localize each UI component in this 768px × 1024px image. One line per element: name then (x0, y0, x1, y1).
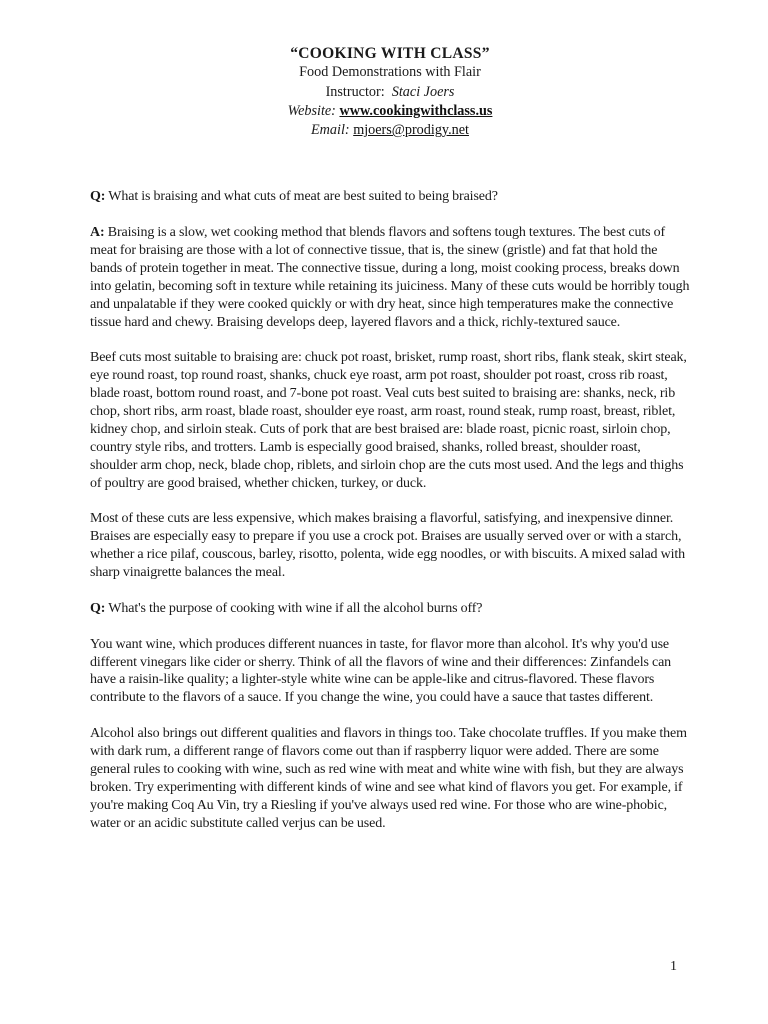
question-1-label: Q: (90, 189, 106, 205)
paragraph-wine: You want wine, which produces different nuances in taste, for flavor more than alcohol. It's why you'd use different vinegars like cider or sherry. Think of all the flavors of wine and their differences: Zinfandels can have a raisin-like quality; a lighter-style white wine can be apple-like and citrus-flavored. These flavors contribute to the flavors of a sauce. If you change the wine, you could have a sauce that tastes different. (90, 636, 672, 706)
question-1 (90, 188, 690, 206)
page-number: 1 (670, 959, 677, 974)
email-line (90, 121, 690, 140)
email-link[interactable]: mjoers@prodigy.net (353, 122, 469, 139)
website-link[interactable]: www.cookingwithclass.us (339, 102, 493, 119)
document-subtitle: Food Demonstrations with Flair (299, 64, 481, 81)
question-1-text: What is braising and what cuts of meat are best suited to being braised? (108, 189, 498, 205)
website-label: Website: (287, 102, 336, 119)
question-2 (90, 600, 690, 618)
website-line (90, 102, 690, 121)
paragraph-expense: Most of these cuts are less expensive, which makes braising a flavorful, satisfying, and inexpensive dinner. Braises are especially easy to prepare if you use a crock pot. Braises are usually served over or with a starch, whether a rice pilaf, couscous, barley, risotto, polenta, wide egg noodles, or with biscuits. A mixed salad with sharp vinaigrette balances the meal. (90, 511, 686, 581)
question-2-text: What's the purpose of cooking with wine if all the alcohol burns off? (108, 600, 483, 616)
paragraph-alcohol: Alcohol also brings out different qualities and flavors in things too. Take chocolate truffles. If you make them with dark rum, a different range of flavors come out than if raspberry liquor were added. There are some general rules to cooking with wine, such as red wine with meat and white wine with fish, but they are always broken. Try experimenting with different kinds of wine and see what kind of flavors you get. For example, if you're making Coq Au Vin, try a Riesling if you've always used red wine. For those who are wine-phobic, water or an acidic substitute called verjus can be used. (90, 726, 687, 831)
paragraph-cuts: Beef cuts most suitable to braising are: chuck pot roast, brisket, rump roast, short ribs, flank steak, skirt steak, eye round roast, top round roast, shanks, chuck eye roast, arm pot roast, shoulder pot roast, cross rib roast, blade roast, bottom round roast, and 7-bone pot roast. Veal cuts best suited to braising are: shanks, neck, rib chop, short ribs, arm roast, blade roast, shoulder eye roast, arm roast, round steak, rump roast, breast, riblet, kidney chop, and sirloin steak. Cuts of pork that are best braised are: blade roast, picnic roast, sirloin chop, country style ribs, and trotters. Lamb is especially good braised, shanks, rolled breast, shoulder roast, shoulder arm chop, neck, blade chop, riblets, and sirloin chop are the cuts most used. And the legs and thighs of poultry are good braised, whether chicken, turkey, or duck. (90, 350, 687, 491)
instructor-line (90, 83, 690, 102)
answer-1 (90, 224, 690, 331)
instructor-name: Staci Joers (391, 83, 455, 100)
document-page (90, 44, 690, 850)
question-2-label: Q: (90, 600, 106, 616)
document-header (90, 44, 690, 140)
answer-1-text: Braising is a slow, wet cooking method that blends flavors and softens tough textures. The best cuts of meat for braising are those with a lot of connective tissue, that is, the sinew (gristle) and fat that hold the bands of protein together in meat. The connective tissue, during a long, moist cooking process, breaks down into gelatin, becoming soft in texture while retaining its juiciness. Many of these cuts would be horribly tough and unpalatable if they were cooked quickly or with dry heat, since high temperatures make the connective tissue hard and chewy. Braising develops deep, layered flavors and a thick, richly-textured sauce. (90, 225, 690, 330)
answer-1-label: A: (90, 225, 105, 241)
document-body (90, 188, 690, 832)
document-title: “COOKING WITH CLASS” (290, 45, 490, 62)
instructor-label: Instructor: (325, 83, 385, 100)
email-label: Email: (311, 122, 350, 139)
